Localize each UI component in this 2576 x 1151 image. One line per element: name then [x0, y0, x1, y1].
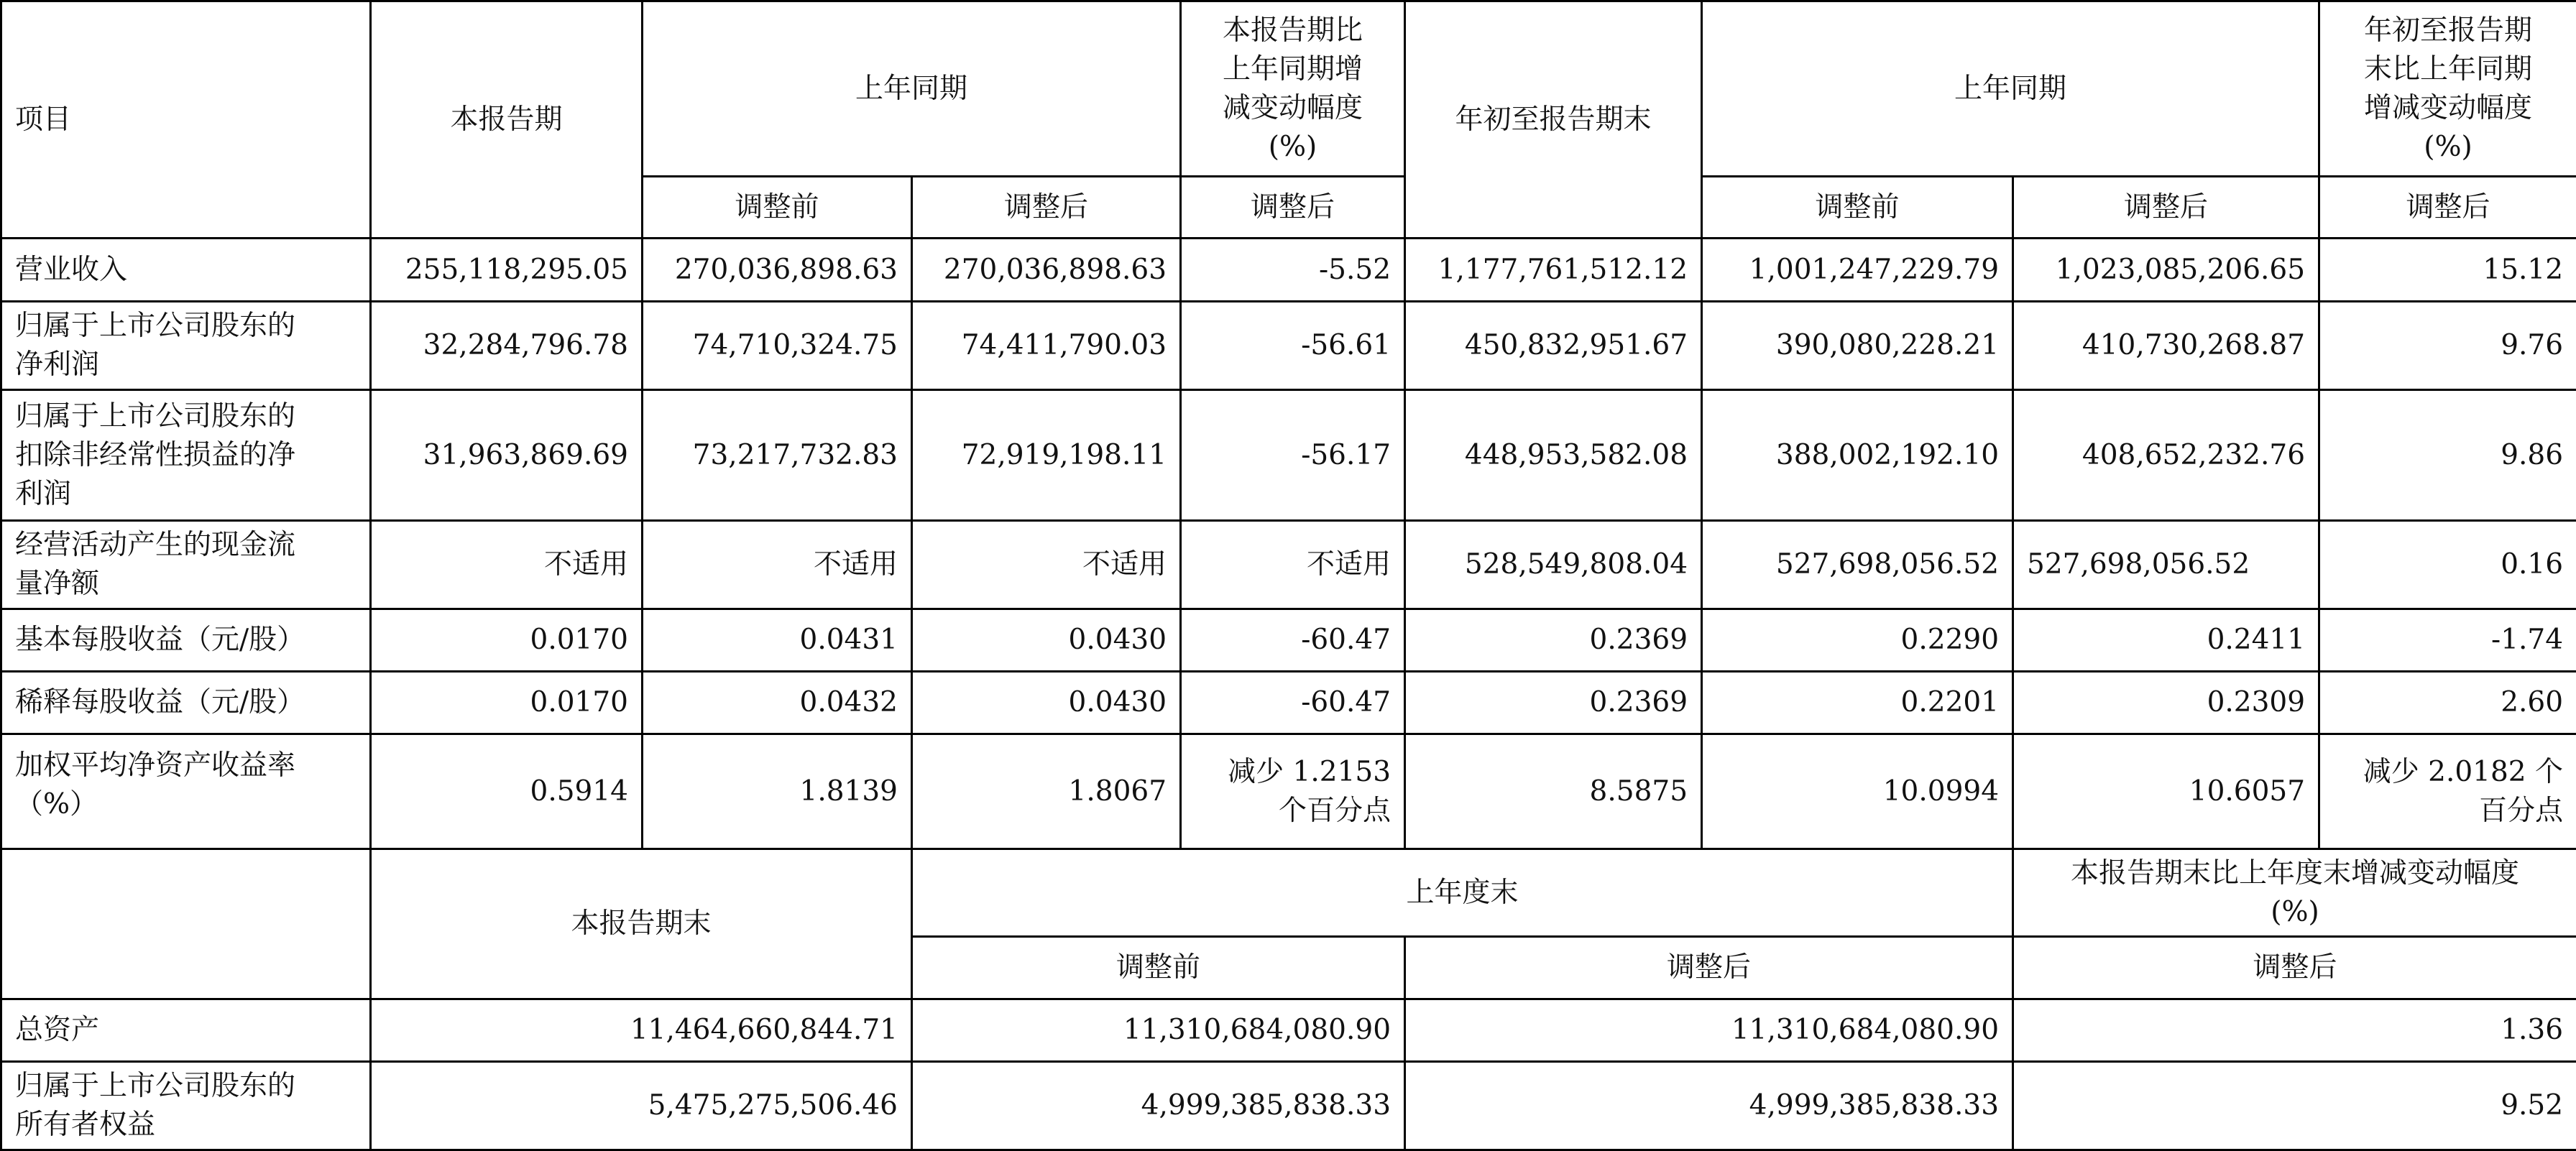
cell-ytd: 8.5875: [1405, 734, 1702, 849]
cell-change: 减少 1.2153 个百分点: [1181, 734, 1405, 849]
row-label: 归属于上市公司股东的 扣除非经常性损益的净 利润: [1, 390, 371, 521]
cell-ly-after: 0.0430: [912, 672, 1181, 734]
cell-change: 9.52: [2013, 1062, 2576, 1150]
cell-current: 0.0170: [371, 672, 643, 734]
cell-period-end: 5,475,275,506.46: [371, 1062, 912, 1150]
balance-header-change-pct: 本报告期末比上年度末增减变动幅度 (%): [2013, 849, 2576, 937]
table-row: [1, 390, 2576, 521]
header-after-adj: 调整后: [912, 177, 1181, 239]
balance-header-row-1: [1, 849, 2576, 937]
cell-ly-before: 0.0431: [643, 609, 912, 672]
cell-ytd-change: 2.60: [2319, 672, 2576, 734]
cell-ly-after: 74,411,790.03: [912, 302, 1181, 390]
cell-period-end: 11,464,660,844.71: [371, 999, 912, 1062]
cell-ytd-ly-after: 410,730,268.87: [2013, 302, 2319, 390]
cell-before-adj: 11,310,684,080.90: [912, 999, 1405, 1062]
row-label: 营业收入: [1, 239, 371, 302]
table-row: [1, 609, 2576, 672]
header-ytd-change-after-adj: 调整后: [2319, 177, 2576, 239]
cell-ytd-ly-after: 1,023,085,206.65: [2013, 239, 2319, 302]
header-ytd: 年初至报告期末: [1405, 1, 1702, 239]
cell-current: 不适用: [371, 521, 643, 609]
header-change-pct: 本报告期比 上年同期增 减变动幅度 (%): [1181, 1, 1405, 177]
cell-ytd-change: 0.16: [2319, 521, 2576, 609]
row-label: 经营活动产生的现金流 量净额: [1, 521, 371, 609]
cell-current: 255,118,295.05: [371, 239, 643, 302]
cell-ytd-change: 15.12: [2319, 239, 2576, 302]
cell-ly-before: 不适用: [643, 521, 912, 609]
cell-ytd-ly-before: 0.2290: [1702, 609, 2013, 672]
balance-header-change-after-adj: 调整后: [2013, 937, 2576, 999]
row-label: 总资产: [1, 999, 371, 1062]
cell-ytd: 1,177,761,512.12: [1405, 239, 1702, 302]
table-row: [1, 521, 2576, 609]
cell-before-adj: 4,999,385,838.33: [912, 1062, 1405, 1150]
balance-header-period-end: 本报告期末: [371, 849, 912, 999]
table-row: [1, 999, 2576, 1062]
cell-ytd-ly-after: 527,698,056.52: [2013, 521, 2319, 609]
cell-change: -60.47: [1181, 672, 1405, 734]
cell-current: 32,284,796.78: [371, 302, 643, 390]
header-ytd-before-adj: 调整前: [1702, 177, 2013, 239]
cell-ytd-change: -1.74: [2319, 609, 2576, 672]
cell-ytd: 528,549,808.04: [1405, 521, 1702, 609]
cell-ytd-change: 减少 2.0182 个 百分点: [2319, 734, 2576, 849]
cell-ly-after: 0.0430: [912, 609, 1181, 672]
cell-ly-after: 72,919,198.11: [912, 390, 1181, 521]
cell-ytd-ly-after: 10.6057: [2013, 734, 2319, 849]
cell-ly-after: 270,036,898.63: [912, 239, 1181, 302]
header-ytd-change-pct: 年初至报告期 末比上年同期 增减变动幅度 (%): [2319, 1, 2576, 177]
table-row: [1, 672, 2576, 734]
header-change-after-adj: 调整后: [1181, 177, 1405, 239]
cell-ytd-ly-after: 0.2309: [2013, 672, 2319, 734]
header-before-adj: 调整前: [643, 177, 912, 239]
table-row: [1, 1062, 2576, 1150]
balance-header-after-adj: 调整后: [1405, 937, 2013, 999]
cell-current: 0.0170: [371, 609, 643, 672]
cell-change: -56.61: [1181, 302, 1405, 390]
row-label: 归属于上市公司股东的 净利润: [1, 302, 371, 390]
cell-ytd-ly-before: 527,698,056.52: [1702, 521, 2013, 609]
balance-header-last-year-end: 上年度末: [912, 849, 2013, 937]
cell-ytd: 0.2369: [1405, 672, 1702, 734]
cell-ly-after: 不适用: [912, 521, 1181, 609]
cell-ly-before: 270,036,898.63: [643, 239, 912, 302]
header-same-period-last-year: 上年同期: [643, 1, 1181, 177]
table-row: [1, 302, 2576, 390]
cell-after-adj: 11,310,684,080.90: [1405, 999, 2013, 1062]
row-label: 加权平均净资产收益率 （%）: [1, 734, 371, 849]
cell-ly-before: 0.0432: [643, 672, 912, 734]
cell-ytd: 0.2369: [1405, 609, 1702, 672]
cell-ytd: 448,953,582.08: [1405, 390, 1702, 521]
cell-ytd-ly-before: 10.0994: [1702, 734, 2013, 849]
cell-ytd-ly-after: 0.2411: [2013, 609, 2319, 672]
table-row: [1, 239, 2576, 302]
cell-ytd-ly-before: 0.2201: [1702, 672, 2013, 734]
cell-ytd-ly-before: 390,080,228.21: [1702, 302, 2013, 390]
cell-change: -5.52: [1181, 239, 1405, 302]
row-label: 基本每股收益（元/股）: [1, 609, 371, 672]
cell-ly-before: 74,710,324.75: [643, 302, 912, 390]
cell-ytd-change: 9.76: [2319, 302, 2576, 390]
cell-current: 0.5914: [371, 734, 643, 849]
cell-change: 1.36: [2013, 999, 2576, 1062]
cell-change: 不适用: [1181, 521, 1405, 609]
cell-ly-before: 1.8139: [643, 734, 912, 849]
cell-ytd: 450,832,951.67: [1405, 302, 1702, 390]
cell-ly-before: 73,217,732.83: [643, 390, 912, 521]
cell-ytd-ly-before: 1,001,247,229.79: [1702, 239, 2013, 302]
header-ytd-after-adj: 调整后: [2013, 177, 2319, 239]
balance-header-blank: [1, 849, 371, 999]
cell-ytd-ly-before: 388,002,192.10: [1702, 390, 2013, 521]
row-label: 稀释每股收益（元/股）: [1, 672, 371, 734]
cell-change: -60.47: [1181, 609, 1405, 672]
cell-after-adj: 4,999,385,838.33: [1405, 1062, 2013, 1150]
row-label: 归属于上市公司股东的 所有者权益: [1, 1062, 371, 1150]
header-current-period: 本报告期: [371, 1, 643, 239]
balance-header-before-adj: 调整前: [912, 937, 1405, 999]
cell-ytd-change: 9.86: [2319, 390, 2576, 521]
cell-change: -56.17: [1181, 390, 1405, 521]
cell-ly-after: 1.8067: [912, 734, 1181, 849]
header-item: 项目: [1, 1, 371, 239]
header-same-period-last-year-ytd: 上年同期: [1702, 1, 2319, 177]
cell-current: 31,963,869.69: [371, 390, 643, 521]
cell-ytd-ly-after: 408,652,232.76: [2013, 390, 2319, 521]
header-row-1: [1, 1, 2576, 177]
table-row: [1, 734, 2576, 849]
